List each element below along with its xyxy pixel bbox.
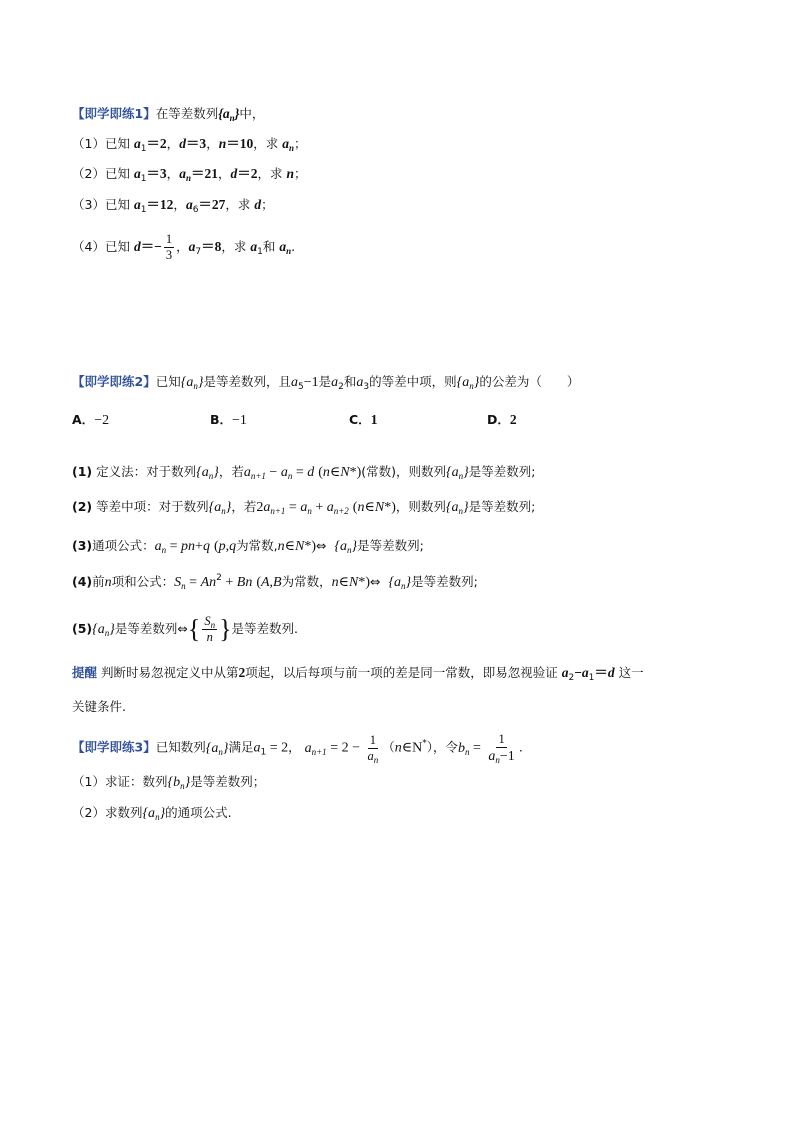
exercise-1-item-2: （2）已知 $a_1=3$，$a_n=21$，d＝2，求 n； xyxy=(72,166,307,184)
exercise-3-tag: 【即学即练3】 xyxy=(72,739,156,755)
exercise-2-option-b: B．−1 xyxy=(210,412,247,428)
exercise-3-item-1: （1）求证：数列$\{b_n\}$是等差数列； xyxy=(72,774,266,791)
method-4: (4)前n项和公式：$S_n = An^2 + Bn$ (A,B为常数，n∈N*)⇔ $\{a_n\}$是等差数列; xyxy=(72,573,478,591)
tip-line-2: 关键条件. xyxy=(72,699,126,714)
exercise-2-option-d: D．2 xyxy=(487,412,517,427)
fraction-one-third: $\frac{1}{3}$ xyxy=(165,232,173,262)
exercise-1-item-4: （4）已知 d＝− $\frac{1}{3}$ ，$a_7=8$，求 $a_1$和 $a_n$. xyxy=(72,232,296,262)
exercise-2-option-a: A．−2 xyxy=(72,412,110,428)
exercise-2-option-c: C．1 xyxy=(349,412,378,427)
tip-tag: 提醒 xyxy=(72,665,98,680)
exercise-3-question: 【即学即练3】已知数列$\{a_n\}$满足$a_1 = 2$， $a_{n+1} = 2$ − $\frac{1}{a_n}$ （n∈N*），令$b_n$ = $\frac{1}{a_n-1}$ . xyxy=(72,732,523,765)
fraction-bn: $\frac{1}{a_n-1}$ xyxy=(488,732,515,765)
method-3: (3)通项公式：$a_n = pn+q$ (p,q为常数,n∈N*)⇔ $\{a_n\}$是等差数列; xyxy=(72,538,424,555)
tip-line-1: 提醒 判断时易忽视定义中从第2项起，以后每项与前一项的差是同一常数，即易忽视验证 $a_2-a_1=d$ 这一 xyxy=(72,665,644,683)
exercise-1-tag: 【即学即练1】 xyxy=(72,106,156,121)
exercise-2-tag: 【即学即练2】 xyxy=(72,374,156,389)
fraction-one-over-an: $\frac{1}{a_n}$ xyxy=(367,732,379,765)
method-2: (2) 等差中项：对于数列$\{a_n\}$，若$2a_{n+1} = a_n + a_{n+2}$ (n∈N*)，则数列$\{a_n\}$是等差数列; xyxy=(72,499,536,516)
exercise-3-item-2: （2）求数列$\{a_n\}$的通项公式. xyxy=(72,805,232,822)
fraction-sn-over-n: $\frac{S_n}{n}$ xyxy=(204,614,216,644)
exercise-1-heading: 【即学即练1】在等差数列$\{a_n\}$中， xyxy=(72,106,265,123)
exercise-2-question: 【即学即练2】已知$\{a_n\}$是等差数列，且$a_5-1$是$a_2$和$a_3$的等差中项，则$\{a_n\}$的公差为（ ） xyxy=(72,374,580,392)
method-5: $(5)\{a_n\}$是等差数列⇔{ $\frac{S_n}{n}$ }是等差数列. xyxy=(72,614,299,644)
method-1: (1) 定义法：对于数列$\{a_n\}$，若$a_{n+1} - a_n = d$ (n∈N*)(常数)，则数列$\{a_n\}$是等差数列; xyxy=(72,464,536,481)
exercise-1-item-1: （1）已知 $a_1=2$，d＝3，n＝10，求 $a_n$； xyxy=(72,136,307,154)
exercise-1-item-3: （3）已知 $a_1=12$，$a_6=27$，求 d； xyxy=(72,197,274,215)
